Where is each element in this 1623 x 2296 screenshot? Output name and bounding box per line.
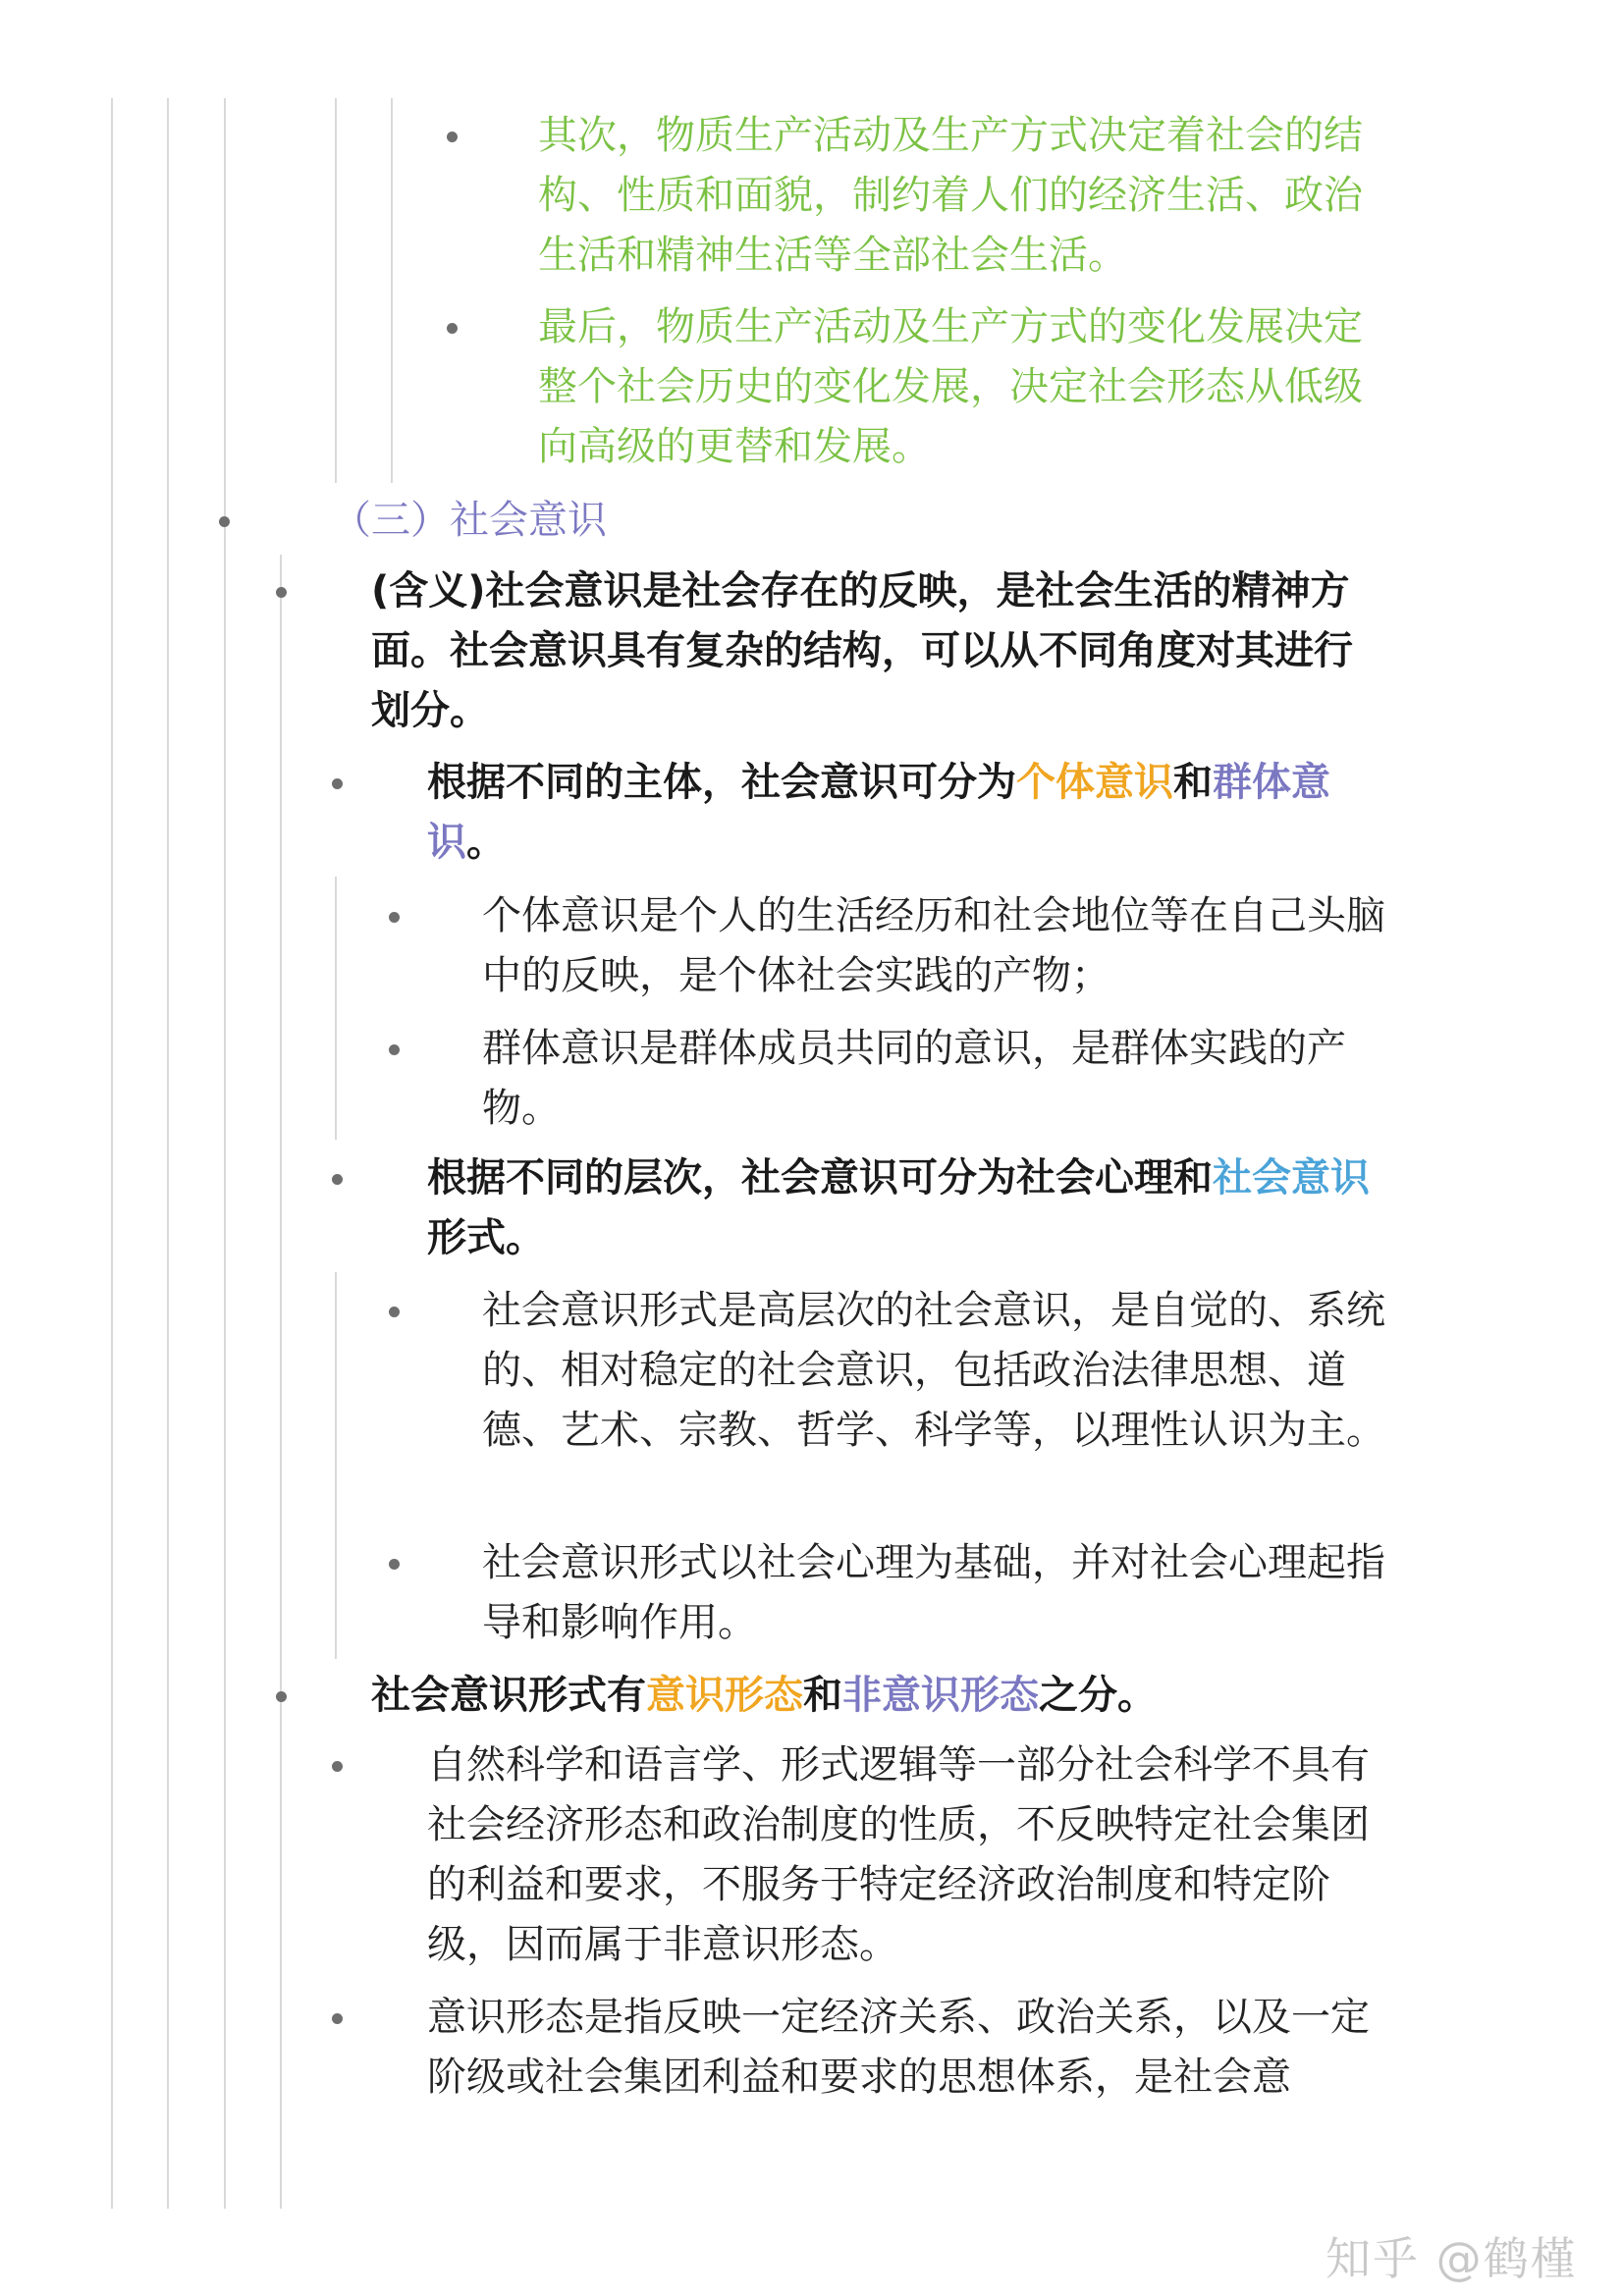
text-segment: 。 xyxy=(466,820,506,865)
bullet-dot-icon xyxy=(332,2013,343,2024)
outline-item-b4 xyxy=(371,561,1384,741)
text-segment: 社会意识形式是高层次的社会意识，是自觉的、系统的、相对稳定的社会意识，包括政治法律思想、道德、艺术、宗教、哲学、科学等，以理性认识为主。 xyxy=(482,1288,1385,1453)
watermark: 知乎 @鹤槿 xyxy=(1325,2232,1578,2285)
outline-item-b2 xyxy=(538,297,1384,477)
outline-text xyxy=(538,304,1363,469)
text-segment: 意识形态 xyxy=(646,1673,803,1718)
outline-guide-7 xyxy=(335,877,337,1140)
outline-item-b8 xyxy=(427,1148,1370,1268)
text-segment: 非意识形态 xyxy=(842,1673,1039,1718)
text-segment: 社会意识 xyxy=(1213,1155,1370,1201)
section-heading xyxy=(332,491,1216,551)
outline-guide-3 xyxy=(224,98,226,2209)
text-segment: 最后，物质生产活动及生产方式的变化发展决定整个社会历史的变化发展，决定社会形态从低级向高级的更替和发展。 xyxy=(538,304,1363,469)
text-segment: 社会意识形式以社会心理为基础，并对社会心理起指导和影响作用。 xyxy=(482,1540,1385,1645)
text-segment: 群体意识是群体成员共同的意识，是群体实践的产物。 xyxy=(482,1026,1346,1131)
outline-guide-6 xyxy=(391,98,393,483)
outline-text xyxy=(427,1742,1370,1967)
text-segment: 社会心理 xyxy=(1016,1155,1173,1201)
bullet-dot-icon xyxy=(389,1559,400,1570)
text-segment: 和 xyxy=(1173,1155,1213,1201)
text-segment: 自然科学和语言学、形式逻辑等一部分社会科学不具有社会经济形态和政治制度的性质，不反映特定社会集团的利益和要求，不服务于特定经济政治制度和特定阶级，因而属于非意识形态。 xyxy=(427,1742,1370,1967)
outline-item-b1 xyxy=(538,106,1384,286)
outline-guide-1 xyxy=(111,98,113,2209)
outline-guide-5 xyxy=(335,98,337,483)
outline-text xyxy=(482,1026,1346,1131)
outline-text xyxy=(427,760,1330,865)
outline-text xyxy=(427,1155,1370,1260)
bullet-dot-icon xyxy=(332,778,343,789)
bullet-dot-icon xyxy=(332,1174,343,1185)
text-segment: （三）社会意识 xyxy=(332,498,607,543)
bullet-dot-icon xyxy=(332,1761,343,1772)
text-segment: 群体意识 xyxy=(427,760,1330,865)
outline-text xyxy=(482,1288,1385,1453)
bullet-dot-icon xyxy=(219,516,230,527)
outline-item-b6 xyxy=(482,886,1385,1006)
bullet-dot-icon xyxy=(389,1307,400,1317)
text-segment: 和 xyxy=(1173,760,1213,805)
text-segment: 之分。 xyxy=(1039,1673,1157,1718)
text-segment: 和 xyxy=(803,1673,842,1718)
text-segment: 社会意识形式有 xyxy=(371,1673,646,1718)
outline-item-b13 xyxy=(427,1988,1370,2108)
text-segment: (含义)社会意识是社会存在的反映，是社会生活的精神方面。社会意识具有复杂的结构，可以从不同角度对其进行划分。 xyxy=(371,568,1353,733)
outline-text xyxy=(371,568,1353,733)
outline-guide-2 xyxy=(167,98,169,2209)
outline-item-b11 xyxy=(371,1666,1353,1726)
text-segment: 其次，物质生产活动及生产方式决定着社会的结构、性质和面貌，制约着人们的经济生活、政治生活和精神生活等全部社会生活。 xyxy=(538,113,1363,278)
outline-text xyxy=(332,498,607,543)
text-segment: 根据不同的主体，社会意识可分为 xyxy=(427,760,1016,805)
text-segment: 意识形态是指反映一定经济关系、政治关系，以及一定阶级或社会集团利益和要求的思想体系，是社会意 xyxy=(427,1995,1370,2100)
bullet-dot-icon xyxy=(447,132,458,142)
outline-text xyxy=(371,1673,1157,1718)
text-segment: 个体意识 xyxy=(1016,760,1173,805)
outline-text xyxy=(482,893,1385,998)
outline-item-b9 xyxy=(482,1281,1385,1461)
text-segment: 个体意识是个人的生活经历和社会地位等在自己头脑中的反映，是个体社会实践的产物； xyxy=(482,893,1385,998)
outline-item-b12 xyxy=(427,1735,1370,1975)
bullet-dot-icon xyxy=(276,1691,287,1702)
bullet-dot-icon xyxy=(447,323,458,334)
outline-item-b7 xyxy=(482,1019,1385,1139)
outline-text xyxy=(482,1540,1385,1645)
outline-text xyxy=(427,1995,1370,2100)
text-segment: 根据不同的层次，社会意识可分为 xyxy=(427,1155,1016,1201)
outline-text xyxy=(538,113,1363,278)
bullet-dot-icon xyxy=(276,587,287,598)
text-segment: 形式。 xyxy=(427,1215,545,1260)
outline-item-b10 xyxy=(482,1533,1385,1653)
outline-item-b5 xyxy=(427,753,1370,873)
outline-guide-8 xyxy=(335,1272,337,1659)
bullet-dot-icon xyxy=(389,912,400,923)
bullet-dot-icon xyxy=(389,1044,400,1055)
outline-guide-4 xyxy=(280,555,282,2209)
